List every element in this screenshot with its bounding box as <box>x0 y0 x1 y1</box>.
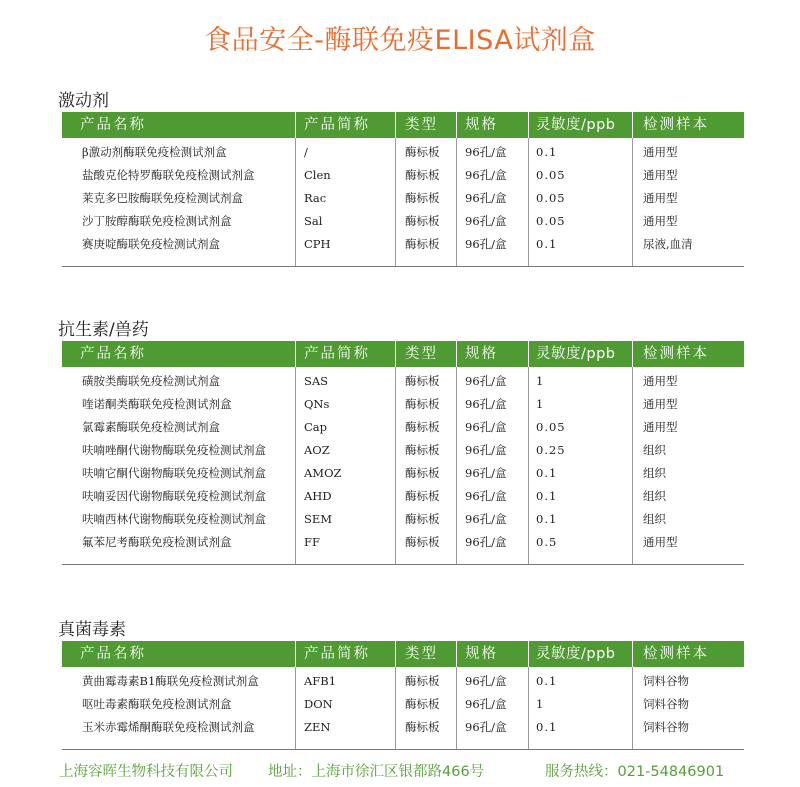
header-divider <box>395 112 396 138</box>
table-cell: 酶标板 <box>405 535 440 549</box>
table-cell: 酶标板 <box>405 443 440 457</box>
table-cell: 呕吐毒素酶联免疫检测试剂盒 <box>82 697 232 711</box>
table-cell: 96孔/盒 <box>465 674 507 688</box>
header-divider <box>295 341 296 367</box>
table-cell: 0.1 <box>536 674 558 688</box>
table-cell: / <box>304 145 308 159</box>
column-header: 类型 <box>405 346 438 362</box>
table-body <box>62 367 744 564</box>
table-cell: 盐酸克伦特罗酶联免疫检测试剂盒 <box>82 168 255 182</box>
header-divider <box>528 112 529 138</box>
table-cell: Rac <box>304 191 327 205</box>
table-cell: 通用型 <box>643 420 678 434</box>
table-row <box>62 670 744 693</box>
table-row <box>62 141 744 164</box>
table-cell: 96孔/盒 <box>465 397 507 411</box>
column-header: 规格 <box>465 646 498 662</box>
table-cell: 莱克多巴胺酶联免疫检测试剂盒 <box>82 191 243 205</box>
table-row <box>62 416 744 439</box>
table-cell: 酶标板 <box>405 466 440 480</box>
table-cell: DON <box>304 697 333 711</box>
table-row <box>62 439 744 462</box>
column-header: 产品名称 <box>80 117 146 133</box>
table-cell: 饲料谷物 <box>643 697 689 711</box>
table-cell: 96孔/盒 <box>465 697 507 711</box>
table-header <box>62 341 744 367</box>
table-cell: 1 <box>536 397 545 411</box>
table-row <box>62 393 744 416</box>
table-cell: 组织 <box>643 512 666 526</box>
table-cell: 96孔/盒 <box>465 420 507 434</box>
table-cell: 0.1 <box>536 720 558 734</box>
header-divider <box>632 112 633 138</box>
table-cell: 组织 <box>643 466 666 480</box>
column-header: 灵敏度/ppb <box>536 346 616 362</box>
table-cell: 酶标板 <box>405 697 440 711</box>
column-header: 类型 <box>405 646 438 662</box>
section-title: 激动剂 <box>58 91 109 111</box>
table-cell: 呋喃妥因代谢物酶联免疫检测试剂盒 <box>82 489 266 503</box>
column-header: 产品简称 <box>304 646 370 662</box>
table-cell: 酶标板 <box>405 420 440 434</box>
table-cell: 饲料谷物 <box>643 720 689 734</box>
table-cell: 通用型 <box>643 214 678 228</box>
column-header: 规格 <box>465 117 498 133</box>
table-row <box>62 531 744 554</box>
table-cell: 呋喃西林代谢物酶联免疫检测试剂盒 <box>82 512 266 526</box>
table-cell: 呋喃唑酮代谢物酶联免疫检测试剂盒 <box>82 443 266 457</box>
table-cell: 通用型 <box>643 191 678 205</box>
table-cell: 96孔/盒 <box>465 145 507 159</box>
table-cell: 酶标板 <box>405 512 440 526</box>
table-cell: QNs <box>304 397 330 411</box>
table-cell: 酶标板 <box>405 720 440 734</box>
table-cell: 组织 <box>643 489 666 503</box>
table-cell: 通用型 <box>643 535 678 549</box>
table-cell: 0.1 <box>536 237 558 251</box>
table-cell: 0.1 <box>536 466 558 480</box>
table-row <box>62 187 744 210</box>
header-divider <box>395 641 396 667</box>
table-cell: 呋喃它酮代谢物酶联免疫检测试剂盒 <box>82 466 266 480</box>
table-cell: SAS <box>304 374 329 388</box>
table-cell: β激动剂酶联免疫检测试剂盒 <box>82 145 227 159</box>
column-header: 产品简称 <box>304 117 370 133</box>
table-cell: 氟苯尼考酶联免疫检测试剂盒 <box>82 535 232 549</box>
table-cell: 赛庚啶酶联免疫检测试剂盒 <box>82 237 220 251</box>
table-cell: 0.05 <box>536 214 566 228</box>
table-cell: 玉米赤霉烯酮酶联免疫检测试剂盒 <box>82 720 255 734</box>
table-body <box>62 667 744 749</box>
table-cell: 0.05 <box>536 168 566 182</box>
table-cell: 酶标板 <box>405 168 440 182</box>
table-cell: 饲料谷物 <box>643 674 689 688</box>
table-cell: 酶标板 <box>405 374 440 388</box>
table-cell: 沙丁胺醇酶联免疫检测试剂盒 <box>82 214 232 228</box>
table-bottom-rule <box>62 749 744 750</box>
column-header: 产品简称 <box>304 346 370 362</box>
table-cell: Sal <box>304 214 323 228</box>
table-row <box>62 233 744 256</box>
table-bottom-rule <box>62 266 744 267</box>
table-cell: 通用型 <box>643 397 678 411</box>
table-cell: Clen <box>304 168 331 182</box>
table-cell: 尿液,血清 <box>643 237 693 251</box>
column-header: 类型 <box>405 117 438 133</box>
table-cell: AOZ <box>304 443 330 457</box>
table-cell: 磺胺类酶联免疫检测试剂盒 <box>82 374 220 388</box>
table-cell: 1 <box>536 697 545 711</box>
table-cell: 96孔/盒 <box>465 512 507 526</box>
table-cell: 酶标板 <box>405 145 440 159</box>
table-cell: 氯霉素酶联免疫检测试剂盒 <box>82 420 220 434</box>
header-divider <box>528 341 529 367</box>
table-cell: 酶标板 <box>405 397 440 411</box>
table-cell: 0.05 <box>536 420 566 434</box>
footer <box>0 760 800 784</box>
table-cell: AFB1 <box>304 674 337 688</box>
header-divider <box>395 341 396 367</box>
table-cell: 酶标板 <box>405 489 440 503</box>
column-header: 检测样本 <box>643 646 709 662</box>
table-cell: 喹诺酮类酶联免疫检测试剂盒 <box>82 397 232 411</box>
section-title: 真菌毒素 <box>58 620 126 640</box>
table-header <box>62 641 744 667</box>
table-cell: AMOZ <box>304 466 342 480</box>
table-cell: Cap <box>304 420 328 434</box>
header-divider <box>456 641 457 667</box>
table-row <box>62 693 744 716</box>
table-cell: 酶标板 <box>405 214 440 228</box>
table-header <box>62 112 744 138</box>
table-cell: 96孔/盒 <box>465 489 507 503</box>
table-cell: CPH <box>304 237 331 251</box>
table-cell: 96孔/盒 <box>465 237 507 251</box>
table-cell: 1 <box>536 374 545 388</box>
table-row <box>62 164 744 187</box>
table-body <box>62 138 744 266</box>
header-divider <box>295 641 296 667</box>
table-cell: 通用型 <box>643 168 678 182</box>
header-divider <box>632 641 633 667</box>
header-divider <box>528 641 529 667</box>
table-row <box>62 716 744 739</box>
table-cell: 0.1 <box>536 489 558 503</box>
header-divider <box>456 341 457 367</box>
column-header: 灵敏度/ppb <box>536 117 616 133</box>
table-cell: 96孔/盒 <box>465 374 507 388</box>
table-cell: 96孔/盒 <box>465 214 507 228</box>
column-header: 规格 <box>465 346 498 362</box>
table-cell: 0.1 <box>536 512 558 526</box>
header-divider <box>632 341 633 367</box>
table-cell: 酶标板 <box>405 191 440 205</box>
table-cell: 0.05 <box>536 191 566 205</box>
header-divider <box>456 112 457 138</box>
table-row <box>62 210 744 233</box>
table-cell: 96孔/盒 <box>465 535 507 549</box>
table-cell: SEM <box>304 512 333 526</box>
table-row <box>62 485 744 508</box>
table-cell: 0.1 <box>536 145 558 159</box>
table-row <box>62 462 744 485</box>
footer-company: 上海容晖生物科技有限公司 <box>59 764 233 780</box>
column-header: 检测样本 <box>643 117 709 133</box>
table-cell: 组织 <box>643 443 666 457</box>
column-header: 灵敏度/ppb <box>536 646 616 662</box>
table-bottom-rule <box>62 564 744 565</box>
column-header: 产品名称 <box>80 346 146 362</box>
table-cell: 黄曲霉毒素B1酶联免疫检测试剂盒 <box>82 674 259 688</box>
footer-address: 地址：上海市徐汇区银都路466号 <box>268 764 485 780</box>
footer-hotline: 服务热线：021-54846901 <box>545 764 725 780</box>
header-divider <box>295 112 296 138</box>
table-cell: 酶标板 <box>405 674 440 688</box>
table-cell: 96孔/盒 <box>465 168 507 182</box>
table-cell: 96孔/盒 <box>465 466 507 480</box>
table-cell: 96孔/盒 <box>465 720 507 734</box>
table-row <box>62 370 744 393</box>
table-cell: FF <box>304 535 320 549</box>
table-cell: 0.25 <box>536 443 566 457</box>
column-header: 检测样本 <box>643 346 709 362</box>
page-title: 食品安全-酶联免疫ELISA试剂盒 <box>204 25 596 56</box>
table-cell: 96孔/盒 <box>465 191 507 205</box>
table-row <box>62 508 744 531</box>
table-cell: ZEN <box>304 720 331 734</box>
column-header: 产品名称 <box>80 646 146 662</box>
table-cell: 酶标板 <box>405 237 440 251</box>
section-title: 抗生素/兽药 <box>58 320 149 340</box>
table-cell: 通用型 <box>643 374 678 388</box>
table-cell: 96孔/盒 <box>465 443 507 457</box>
table-cell: 0.5 <box>536 535 558 549</box>
table-cell: 通用型 <box>643 145 678 159</box>
table-cell: AHD <box>304 489 332 503</box>
